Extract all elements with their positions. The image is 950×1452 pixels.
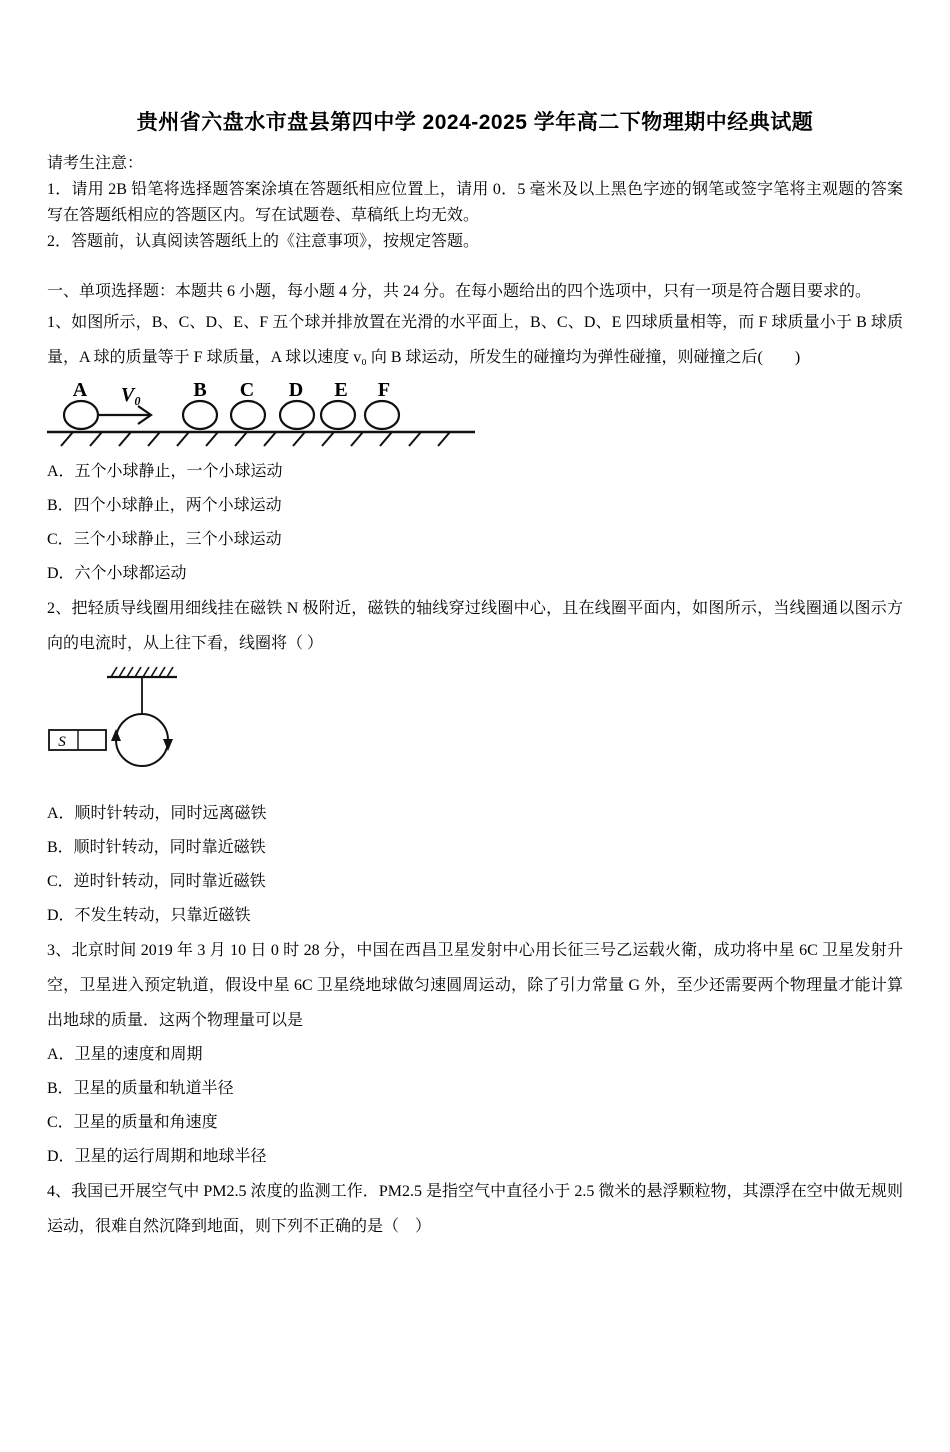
ball-b-circle <box>183 401 217 429</box>
question-2-option-b: B．顺时针转动，同时靠近磁铁 <box>47 839 266 856</box>
velocity-arrow <box>99 406 151 424</box>
question-2-option-a: A．顺时针转动，同时远离磁铁 <box>47 805 267 822</box>
ball-d-label: D <box>288 379 304 401</box>
ground-hatching <box>61 432 450 446</box>
current-arrow-up-icon <box>111 729 121 741</box>
velocity-label: V₀ <box>120 384 142 406</box>
current-arrow-down-icon <box>163 739 173 751</box>
ball-a-label: A <box>72 379 88 401</box>
notice-item-2: 2．答题前，认真阅读答题纸上的《注意事项》，按规定答题。 <box>47 233 480 250</box>
question-3-stem: 3、北京时间 2019 年 3 月 10 日 0 时 28 分，中国在西昌卫星发射中心用长征三号乙运载火衛，成功将中星 6C 卫星发射升空，卫星进入预定轨道，假设中星 6C 卫星绕地球做匀速圆周运动，除了引力常量 G 外，至少还需要两个物理量才能计算出地球的质量．这两个物理量可以是 <box>47 942 903 1029</box>
exam-page <box>0 108 950 1244</box>
ceiling-hatching <box>111 667 173 677</box>
notice-section <box>47 151 903 255</box>
notice-item-1: 1．请用 2B 铅笔将选择题答案涂填在答题纸相应位置上，请用 0．5 毫米及以上黑色字迹的钢笔或签字笔将主观题的答案写在答题纸相应的答题区内。写在试题卷、草稿纸上均无效。 <box>47 181 903 224</box>
question-1-option-c: C．三个小球静止，三个小球运动 <box>47 531 282 548</box>
ball-f-circle <box>365 401 399 429</box>
question-1-option-a: A．五个小球静止，一个小球运动 <box>47 463 283 480</box>
question-2 <box>47 591 903 933</box>
ball-b-label: B <box>193 379 207 401</box>
question-3-option-c: C．卫星的质量和角速度 <box>47 1114 218 1131</box>
question-2-option-d: D．不发生转动，只靠近磁铁 <box>47 907 251 924</box>
bar-magnet <box>49 730 106 750</box>
question-3-option-d: D．卫星的运行周期和地球半径 <box>47 1148 267 1165</box>
question-1-option-b: B．四个小球静止，两个小球运动 <box>47 497 282 514</box>
question-3-option-b: B．卫星的质量和轨道半径 <box>47 1080 234 1097</box>
page-title: 贵州省六盘水市盘县第四中学 2024-2025 学年高二下物理期中经典试题 <box>136 111 814 134</box>
question-2-stem: 2、把轻质导线圈用细线挂在磁铁 N 极附近，磁铁的轴线穿过线圈中心，且在线圈平面内，如图所示，当线圈通以图示方向的电流时，从上往下看，线圈将（ ） <box>47 600 903 652</box>
section-header: 一、单项选择题：本题共 6 小题，每小题 4 分，共 24 分。在每小题给出的四个选项中，只有一项是符合题目要求的。 <box>47 283 872 300</box>
ball-d-circle <box>280 401 314 429</box>
question-4-stem: 4、我国已开展空气中 PM2.5 浓度的监测工作．PM2.5 是指空气中直径小于 2.5 微米的悬浮颗粒物，其漂浮在空中做无规则运动，很难自然沉降到地面，则下列不正确的是（ ） <box>47 1183 903 1235</box>
ball-e-label: E <box>334 379 348 401</box>
question-3 <box>47 933 903 1174</box>
coil-circle <box>116 714 168 766</box>
question-3-option-a: A．卫星的速度和周期 <box>47 1046 203 1063</box>
question-1-stem: 1、如图所示，B、C、D、E、F 五个球并排放置在光滑的水平面上，B、C、D、E 四球质量相等，而 F 球质量小于 B 球质量，A 球的质量等于 F 球质量，A 球以速度 v₀ 向 B 球运动，所发生的碰撞均为弹性碰撞，则碰撞之后( ) <box>47 314 903 366</box>
question-2-option-c: C．逆时针转动，同时靠近磁铁 <box>47 873 266 890</box>
question-1 <box>47 305 903 591</box>
question-1-option-d: D．六个小球都运动 <box>47 565 187 582</box>
ball-c-label: C <box>239 379 255 401</box>
question-2-diagram <box>45 661 265 797</box>
ball-c-circle <box>231 401 265 429</box>
notice-header: 请考生注意： <box>47 155 144 172</box>
question-4 <box>47 1174 903 1244</box>
ball-a-circle <box>64 401 98 429</box>
ball-e-circle <box>321 401 355 429</box>
question-1-diagram <box>47 375 487 455</box>
magnet-s-pole-label: S <box>58 734 66 750</box>
ball-f-label: F <box>377 379 391 401</box>
